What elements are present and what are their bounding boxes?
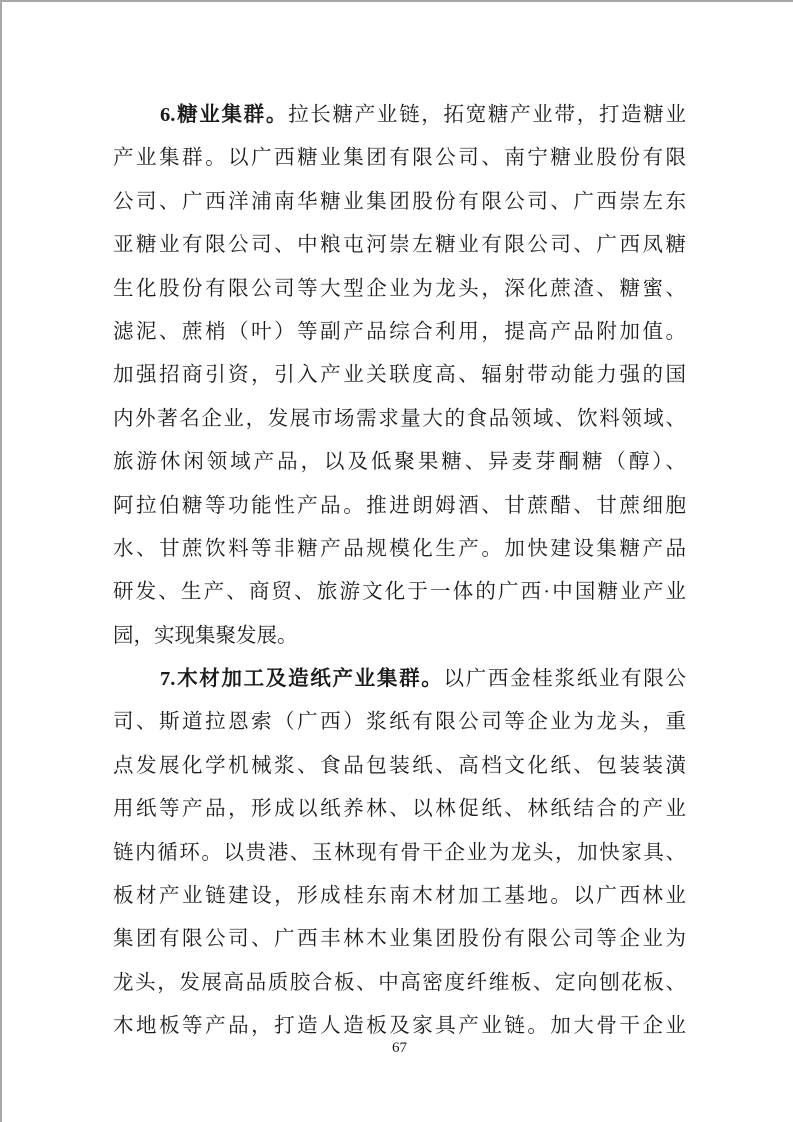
paragraph-text: 板材产业链建设，形成桂东南木材加工基地。以广西林业: [113, 885, 686, 908]
paragraph-text: 拉长糖产业链，拓宽糖产业带，打造糖业: [288, 104, 686, 126]
paragraph-text: 阿拉伯糖等功能性产品。推进朗姆酒、甘蔗醋、甘蔗细胞: [113, 494, 686, 517]
text-line: [113, 832, 686, 875]
paragraph-text: 旅游休闲领域产品，以及低聚果糖、异麦芽酮糖（醇）、: [113, 451, 686, 474]
paragraph-text: 内外著名企业，发展市场需求量大的食品领域、饮料领域、: [113, 407, 686, 430]
page-border-top: [0, 0, 793, 2]
paragraph-text: 点发展化学机械浆、食品包装纸、高档文化纸、包装装潢: [113, 754, 686, 777]
paragraph-text: 生化股份有限公司等大型企业为龙头，深化蔗渣、糖蜜、: [113, 277, 686, 300]
text-line: [113, 615, 686, 658]
text-line: [113, 441, 686, 484]
text-line: [113, 354, 686, 397]
paragraph-text: 水、甘蔗饮料等非糖产品规模化生产。加快建设集糖产品: [113, 537, 686, 560]
text-line: [113, 181, 686, 224]
paragraph-heading: 7.木材加工及造纸产业集群。: [160, 668, 444, 691]
text-line: [113, 528, 686, 571]
paragraph-text: 集团有限公司、广西丰林木业集团股份有限公司等企业为: [113, 928, 686, 951]
text-line: [113, 962, 686, 1005]
paragraph-text: 龙头，发展高品质胶合板、中高密度纤维板、定向刨花板、: [113, 971, 686, 994]
page-number: 67: [392, 1040, 407, 1056]
paragraph-heading: 6.糖业集群。: [160, 104, 289, 126]
text-line: [113, 745, 686, 788]
page-border-left: [0, 0, 2, 1122]
text-line: [113, 875, 686, 918]
text-line: [113, 788, 686, 831]
text-line: [113, 268, 686, 311]
paragraph-text: 公司、广西洋浦南华糖业集团股份有限公司、广西崇左东: [113, 190, 686, 213]
text-line: [113, 311, 686, 354]
text-line: [113, 398, 686, 441]
text-line: [113, 224, 686, 267]
text-line: [113, 701, 686, 744]
text-line: [113, 658, 686, 701]
paragraph-text: 加强招商引资，引入产业关联度高、辐射带动能力强的国: [113, 364, 686, 387]
paragraph-text: 以广西金桂浆纸业有限公: [443, 668, 686, 691]
paragraph-text: 研发、生产、商贸、旅游文化于一体的广西·中国糖业产业: [113, 581, 686, 604]
paragraph-text: 滤泥、蔗梢（叶）等副产品综合利用，提高产品附加值。: [113, 320, 686, 343]
text-line: [113, 485, 686, 528]
document-body: [113, 94, 686, 1049]
paragraph-text: 产业集群。以广西糖业集团有限公司、南宁糖业股份有限: [113, 147, 686, 170]
paragraph-text: 用纸等产品，形成以纸养林、以林促纸、林纸结合的产业: [113, 798, 686, 821]
paragraph-text: 木地板等产品，打造人造板及家具产业链。加大骨干企业: [113, 1015, 686, 1038]
paragraph-text: 司、斯道拉恩索（广西）浆纸有限公司等企业为龙头，重: [113, 711, 686, 734]
paragraph-text: 亚糖业有限公司、中粮屯河崇左糖业有限公司、广西凤糖: [113, 234, 686, 257]
text-line: [113, 94, 686, 137]
paragraph-text: 园，实现集聚发展。: [113, 624, 298, 647]
text-line: [113, 571, 686, 614]
text-line: [113, 918, 686, 961]
text-line: [113, 137, 686, 180]
paragraph-text: 链内循环。以贵港、玉林现有骨干企业为龙头，加快家具、: [113, 841, 686, 864]
